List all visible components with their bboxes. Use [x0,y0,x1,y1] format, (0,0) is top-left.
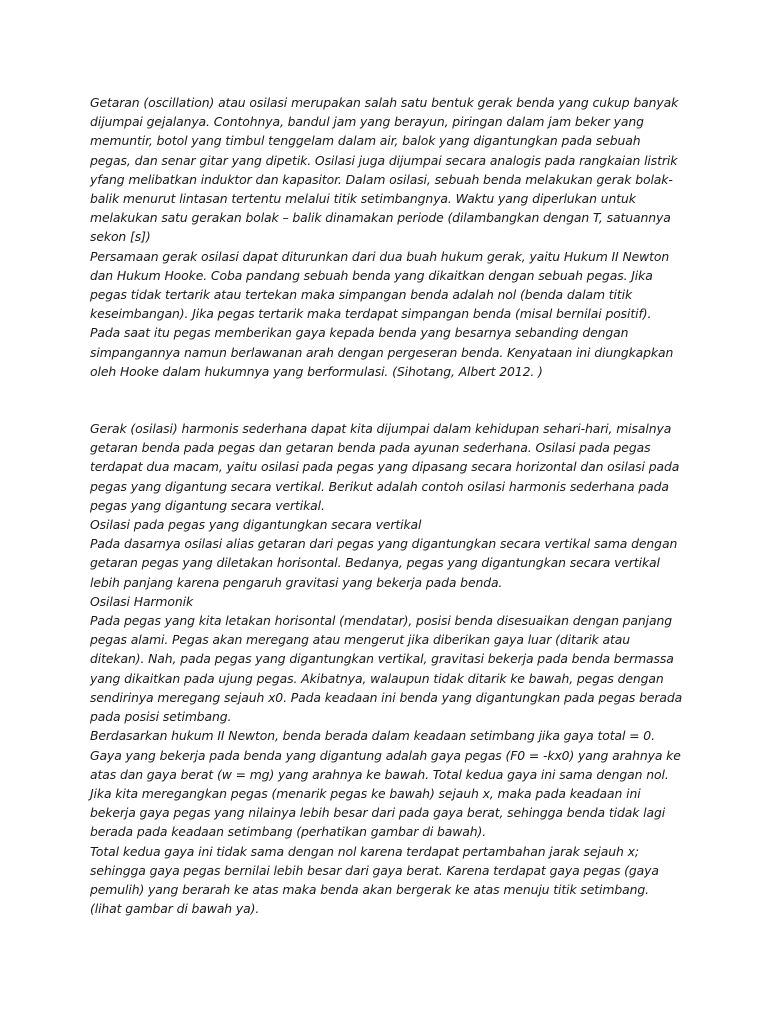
text-line: Gerak (osilasi) harmonis sederhana dapat kita dijumpai dalam kehidupan sehari-hari, misalnya [90,421,672,437]
text-line: bekerja gaya pegas yang nilainya lebih besar dari pada gaya berat, sehingga benda tidak lagi [90,805,666,821]
text-line: ditekan). Nah, pada pegas yang digantungkan vertikal, gravitasi bekerja pada benda bermassa [90,651,674,667]
text-line: keseimbangan). Jika pegas tertarik maka terdapat simpangan benda (misal bernilai positif). [90,306,652,322]
text-line: Total kedua gaya ini tidak sama dengan nol karena terdapat pertambahan jarak sejauh x; [90,843,639,859]
text-line: yfang melibatkan induktor dan kapasitor. Dalam osilasi, sebuah benda melakukan gerak bolak- [90,171,673,187]
text-line: pegas yang digantung secara vertikal. [90,497,325,513]
text-line: sekon [s]) [90,229,151,245]
text-line: Pada saat itu pegas memberikan gaya kepada benda yang besarnya sebanding dengan [90,325,629,341]
text-line: sendirinya meregang sejauh x0. Pada keadaan ini benda yang digantungkan pada pegas berada [90,689,683,705]
text-line: balik menurut lintasan tertentu melalui titik setimbangnya. Waktu yang diperlukan untuk [90,191,636,207]
text-line: oleh Hooke dalam hukumnya yang berformulasi. (Sihotang, Albert 2012. ) [90,363,543,379]
text-line: Pada pegas yang kita letakan horisontal (mendatar), posisi benda disesuaikan dengan panjang [90,613,673,629]
text-line: sehingga gaya pegas bernilai lebih besar dari gaya berat. Karena terdapat gaya pegas (gaya [90,862,659,878]
text-line: Pada dasarnya osilasi alias getaran dari pegas yang digantungkan secara vertikal sama dengan [90,536,678,552]
text-line: melakukan satu gerakan bolak – balik dinamakan periode (dilambangkan dengan T, satuannya [90,210,671,226]
paragraph-block-harmonic-oscillation [90,419,690,918]
text-line: Getaran (oscillation) atau osilasi merupakan salah satu bentuk gerak benda yang cukup banyak [90,95,679,110]
text-line: dijumpai gejalanya. Contohnya, bandul jam yang berayun, piringan dalam jam beker yang [90,114,644,130]
text-line: pegas tidak tertarik atau tertekan maka simpangan benda adalah nol (benda dalam titik [90,287,633,303]
text-line: pada posisi setimbang. [90,709,232,725]
document-page [90,93,690,918]
paragraph-spacer [90,381,690,419]
text-line: Persamaan gerak osilasi dapat diturunkan dari dua buah hukum gerak, yaitu Hukum II Newton [90,248,670,264]
text-line: getaran pegas yang diletakan horisontal. Bedanya, pegas yang digantungkan secara vertikal [90,555,660,571]
text-line: dan Hukum Hooke. Coba pandang sebuah benda yang dikaitkan dengan sebuah pegas. Jika [90,267,653,283]
text-line: pegas yang digantung secara vertikal. Berikut adalah contoh osilasi harmonis sederhana pada [90,478,669,494]
heading-line: Osilasi pada pegas yang digantungkan secara vertikal [90,517,422,533]
text-line: yang dikaitkan pada ujung pegas. Akibatnya, walaupun tidak ditarik ke bawah, pegas dengan [90,670,664,686]
text-line: memuntir, botol yang timbul tenggelam dalam air, balok yang digantungkan pada sebuah [90,133,641,149]
text-line: getaran benda pada pegas dan getaran benda pada ayunan sederhana. Osilasi pada pegas [90,440,651,456]
text-line: (lihat gambar di bawah ya). [90,901,260,917]
text-line: pemulih) yang berarah ke atas maka benda akan bergerak ke atas menuju titik setimbang. [90,881,649,897]
text-line: Jika kita meregangkan pegas (menarik pegas ke bawah) sejauh x, maka pada keadaan ini [90,785,641,801]
text-line: atas dan gaya berat (w = mg) yang arahnya ke bawah. Total kedua gaya ini sama dengan nol. [90,766,669,782]
paragraph-block-oscillation-intro [90,93,690,381]
text-line: berada pada keadaan setimbang (perhatikan gambar di bawah). [90,824,487,840]
text-line: terdapat dua macam, yaitu osilasi pada pegas yang dipasang secara horizontal dan osilasi pada [90,459,680,475]
text-line: pegas, dan senar gitar yang dipetik. Osilasi juga dijumpai secara analogis pada rangkaian listrik [90,152,678,168]
text-line: pegas alami. Pegas akan meregang atau mengerut jika diberikan gaya luar (ditarik atau [90,632,630,648]
text-line: Gaya yang bekerja pada benda yang digantung adalah gaya pegas (F0 = -kx0) yang arahnya ke [90,747,681,763]
text-line: simpangannya namun berlawanan arah dengan pergeseran benda. Kenyataan ini diungkapkan [90,344,674,360]
text-line: Berdasarkan hukum II Newton, benda berada dalam keadaan setimbang jika gaya total = 0. [90,728,655,744]
heading-line: Osilasi Harmonik [90,593,194,609]
text-line: lebih panjang karena pengaruh gravitasi yang bekerja pada benda. [90,574,503,590]
